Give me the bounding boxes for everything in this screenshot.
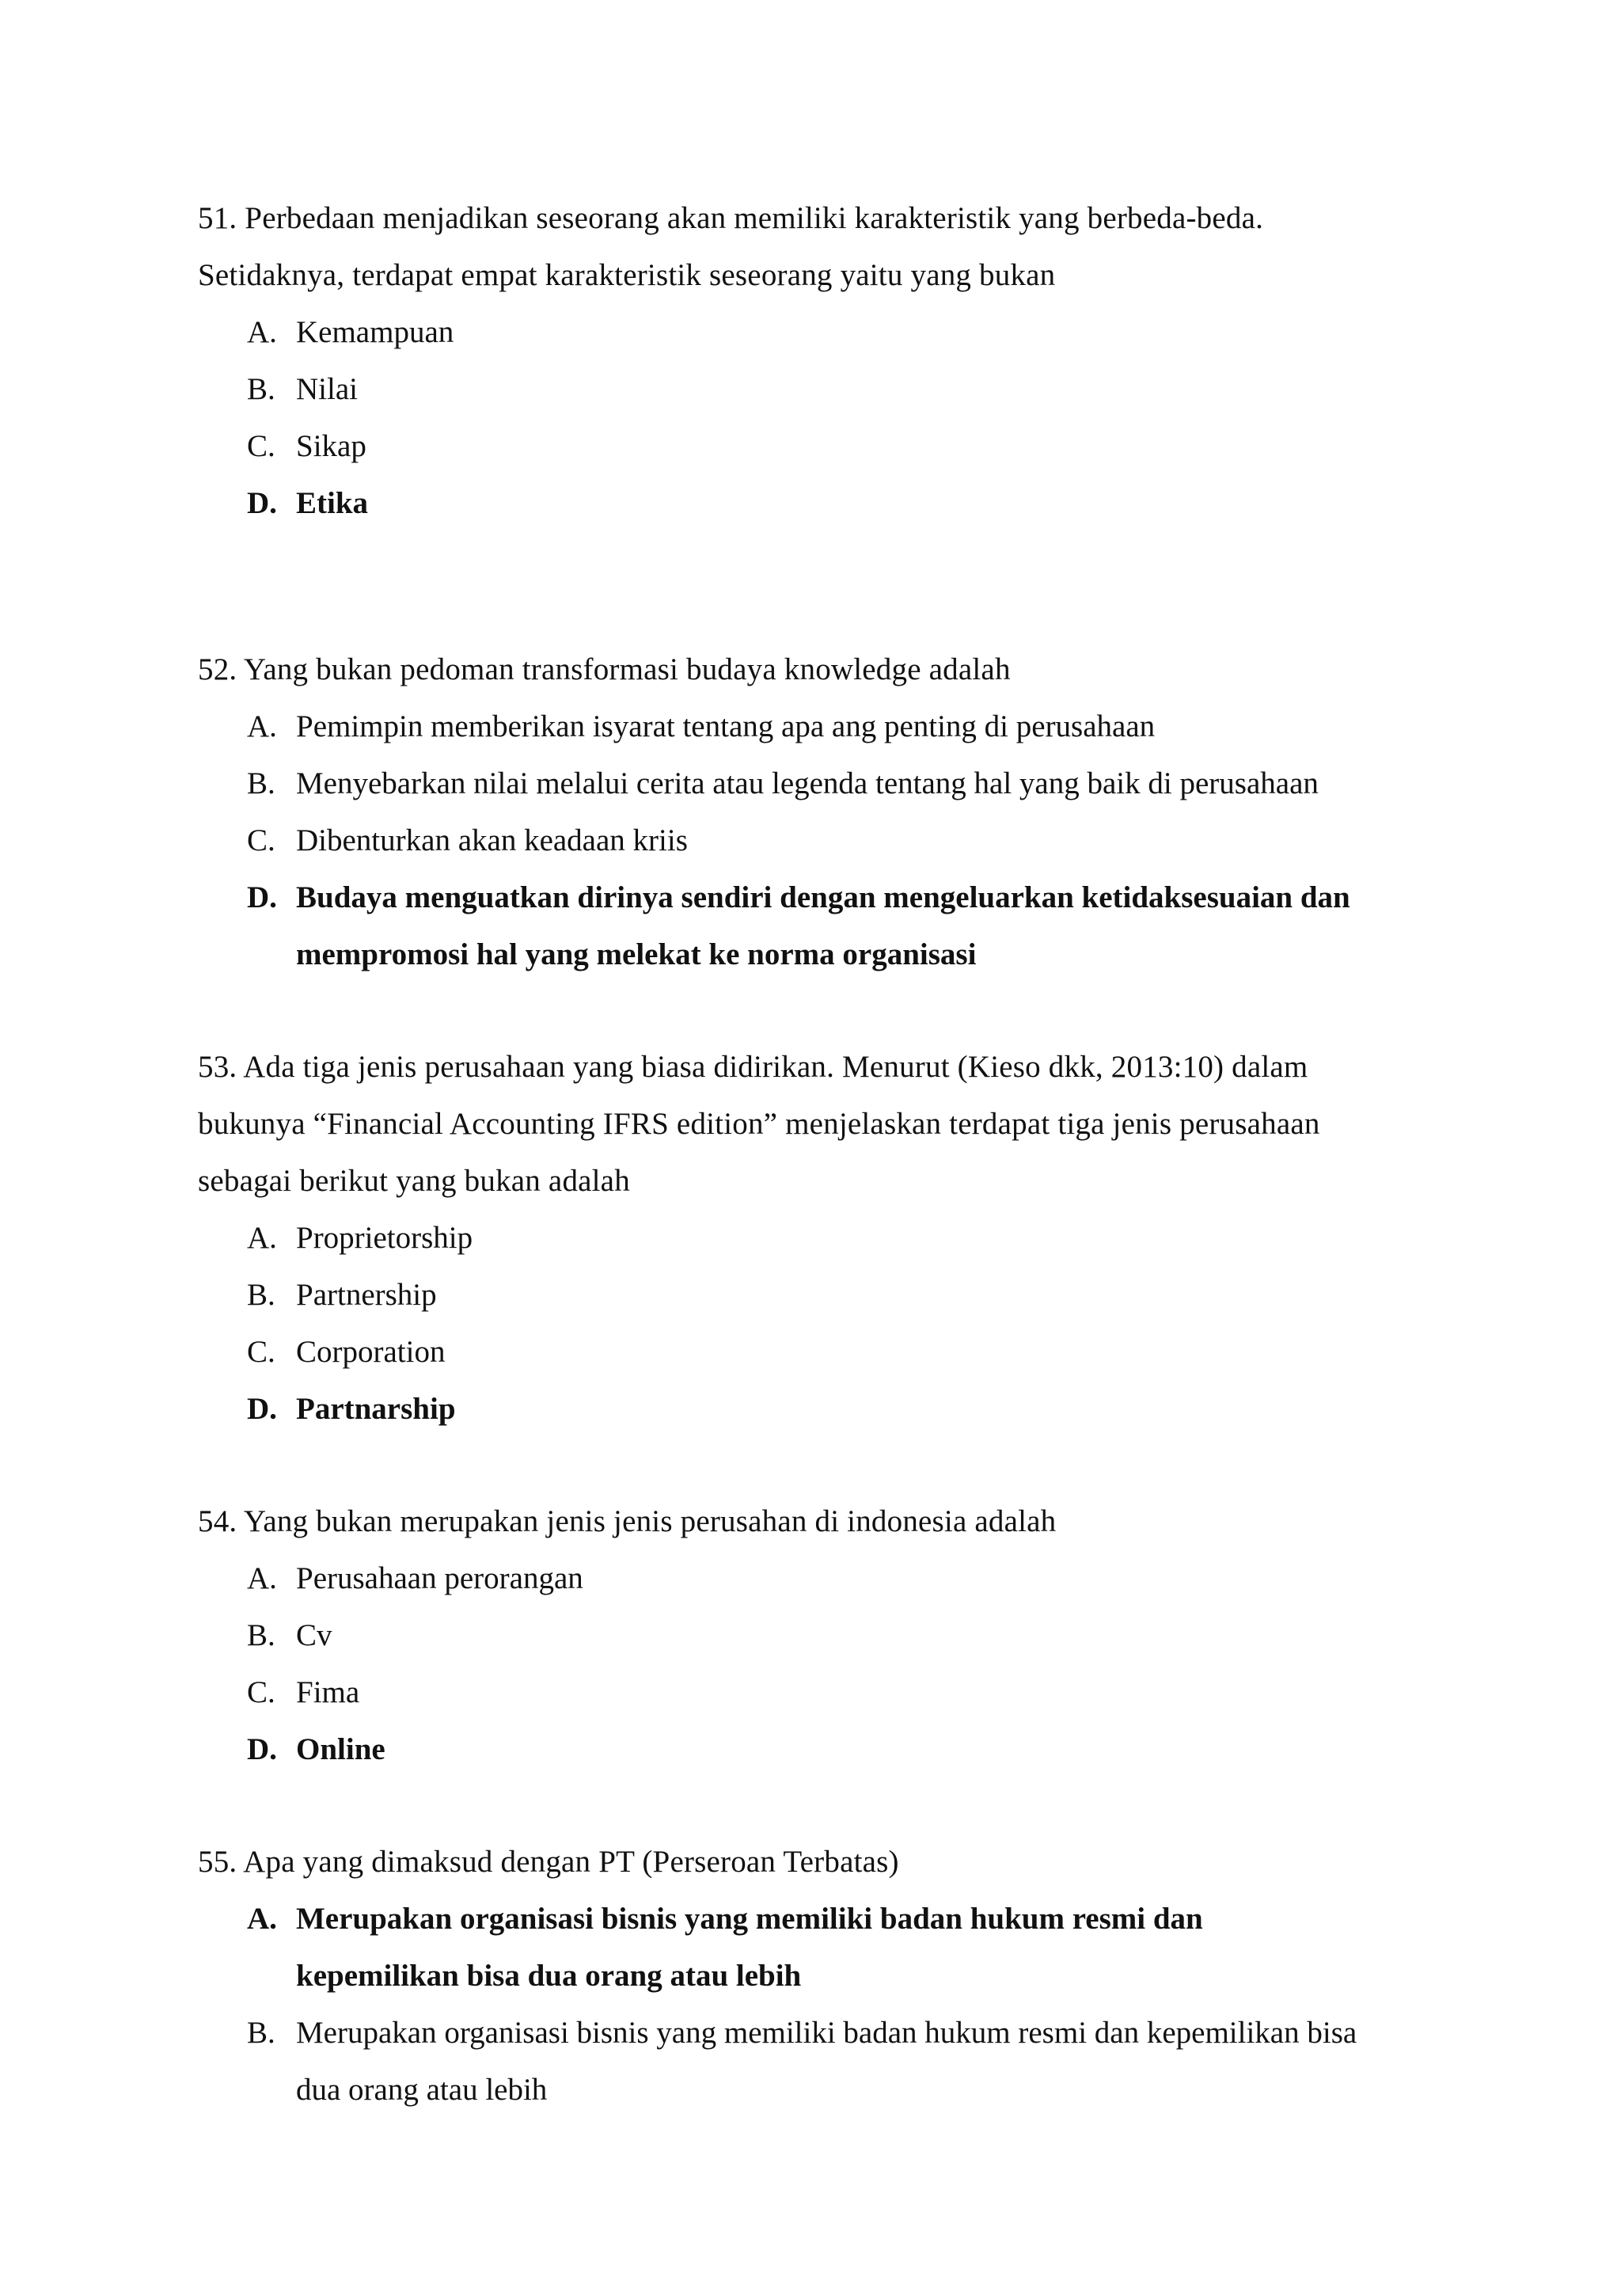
option-letter: C. (247, 823, 275, 857)
option-letter: A. (247, 1221, 277, 1255)
option-text: Nilai (296, 372, 358, 406)
answer-options (198, 1891, 1433, 2119)
option-text: Merupakan organisasi bisnis yang memiliki badan hukum resmi dan kepemilikan bisa (296, 2016, 1357, 2050)
question-text-line: 55. Apa yang dimaksud dengan PT (Perseroan Terbatas) (198, 1845, 899, 1879)
option-text: Kemampuan (296, 315, 454, 349)
question-text-line: sebagai berikut yang bukan adalah (198, 1164, 630, 1198)
question-55 (198, 1834, 1433, 2119)
option-letter: D. (247, 486, 277, 520)
option-c (198, 418, 1433, 475)
option-text: Etika (296, 486, 369, 520)
option-letter: A. (247, 1902, 277, 1936)
option-letter: C. (247, 1335, 275, 1369)
option-letter: A. (247, 1561, 277, 1595)
option-text: Cv (296, 1618, 332, 1652)
option-text: Perusahaan perorangan (296, 1561, 583, 1595)
option-text: Partnarship (296, 1392, 456, 1426)
option-letter: B. (247, 1618, 275, 1652)
option-d-correct-answer (198, 1721, 1433, 1778)
answer-options (198, 1210, 1433, 1438)
option-letter: D. (247, 1732, 277, 1766)
answer-options (198, 698, 1433, 983)
option-d-correct-answer (198, 1381, 1433, 1438)
option-a (198, 1210, 1433, 1267)
option-letter: B. (247, 372, 275, 406)
option-letter: B. (247, 1278, 275, 1312)
option-letter: A. (247, 709, 277, 743)
option-a (198, 304, 1433, 361)
option-b (198, 2005, 1433, 2119)
option-a (198, 1550, 1433, 1607)
question-text-line: Setidaknya, terdapat empat karakteristik seseorang yaitu yang bukan (198, 258, 1056, 292)
question-text-line: 52. Yang bukan pedoman transformasi budaya knowledge adalah (198, 652, 1011, 686)
question-52 (198, 641, 1433, 983)
option-b (198, 1607, 1433, 1664)
question-text-line: 54. Yang bukan merupakan jenis jenis perusahan di indonesia adalah (198, 1504, 1057, 1538)
option-c (198, 1324, 1433, 1381)
option-d-correct-answer (198, 475, 1433, 532)
option-text: Sikap (296, 429, 366, 463)
option-text-continuation: kepemilikan bisa dua orang atau lebih (296, 1959, 802, 1993)
option-letter: D. (247, 880, 277, 914)
option-a-correct-answer (198, 1891, 1433, 2005)
option-text: Pemimpin memberikan isyarat tentang apa ang penting di perusahaan (296, 709, 1156, 743)
option-text: Menyebarkan nilai melalui cerita atau legenda tentang hal yang baik di perusahaan (296, 766, 1319, 800)
option-b (198, 755, 1433, 812)
option-c (198, 812, 1433, 869)
option-d-correct-answer (198, 869, 1433, 983)
question-text-line: bukunya “Financial Accounting IFRS edition” menjelaskan terdapat tiga jenis perusahaan (198, 1107, 1320, 1141)
option-text-continuation: dua orang atau lebih (296, 2073, 548, 2107)
option-text: Dibenturkan akan keadaan kriis (296, 823, 688, 857)
option-letter: C. (247, 429, 275, 463)
question-51 (198, 190, 1433, 532)
question-text-line: 51. Perbedaan menjadikan seseorang akan memiliki karakteristik yang berbeda-beda. (198, 201, 1264, 235)
option-text: Merupakan organisasi bisnis yang memiliki badan hukum resmi dan (296, 1902, 1203, 1936)
option-a (198, 698, 1433, 755)
option-letter: C. (247, 1675, 275, 1709)
question-53 (198, 1039, 1433, 1438)
option-text: Proprietorship (296, 1221, 473, 1255)
option-text: Corporation (296, 1335, 446, 1369)
option-letter: D. (247, 1392, 277, 1426)
option-b (198, 361, 1433, 418)
option-text: Fima (296, 1675, 360, 1709)
question-54 (198, 1493, 1433, 1778)
option-letter: B. (247, 2016, 275, 2050)
option-letter: B. (247, 766, 275, 800)
answer-options (198, 1550, 1433, 1778)
option-c (198, 1664, 1433, 1721)
option-letter: A. (247, 315, 277, 349)
option-text: Online (296, 1732, 385, 1766)
question-text-line: 53. Ada tiga jenis perusahaan yang biasa didirikan. Menurut (Kieso dkk, 2013:10) dalam (198, 1050, 1308, 1084)
option-text: Partnership (296, 1278, 437, 1312)
option-text-continuation: mempromosi hal yang melekat ke norma organisasi (296, 937, 977, 971)
option-b (198, 1267, 1433, 1324)
answer-options (198, 304, 1433, 532)
option-text: Budaya menguatkan dirinya sendiri dengan mengeluarkan ketidaksesuaian dan (296, 880, 1350, 914)
